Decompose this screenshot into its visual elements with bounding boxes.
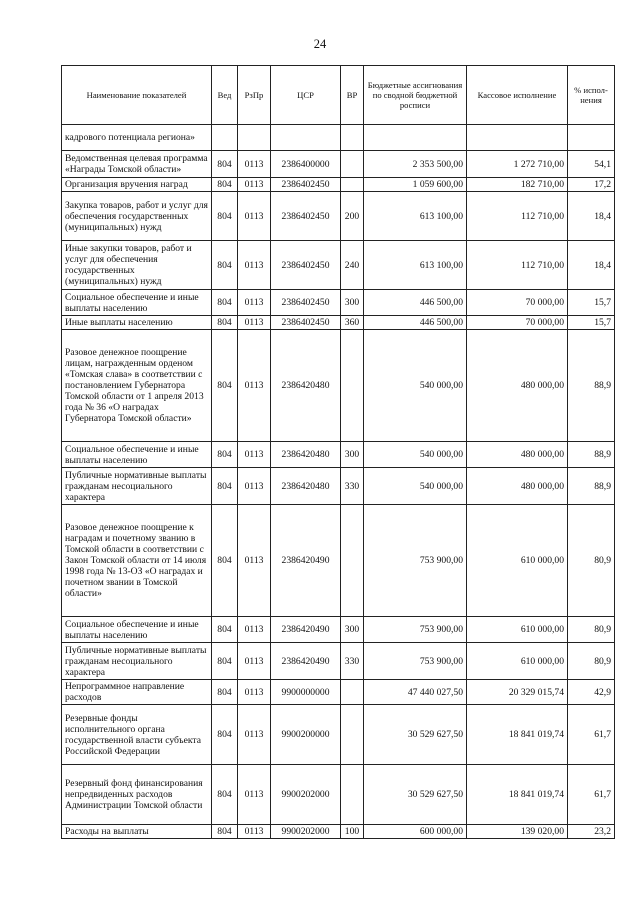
table-row (62, 241, 615, 290)
table-row (62, 468, 615, 505)
table-row (62, 151, 615, 178)
row-name: Социальное обеспечение и иные выплаты населению (62, 290, 212, 316)
row-plan: 613 100,00 (364, 241, 467, 290)
header-ved: Вед (212, 66, 238, 125)
row-plan: 540 000,00 (364, 468, 467, 505)
row-plan: 613 100,00 (364, 192, 467, 241)
row-fact: 20 329 015,74 (467, 680, 568, 705)
table-row (62, 290, 615, 316)
row-pct: 18,4 (568, 241, 615, 290)
row-plan: 753 900,00 (364, 643, 467, 680)
row-plan: 446 500,00 (364, 290, 467, 316)
row-plan: 753 900,00 (364, 505, 467, 617)
row-fact: 480 000,00 (467, 330, 568, 442)
row-ved: 804 (212, 705, 238, 765)
row-ved: 804 (212, 617, 238, 643)
row-vr: 330 (341, 468, 364, 505)
row-plan: 753 900,00 (364, 617, 467, 643)
row-name: кадрового потенциала региона» (62, 125, 212, 151)
row-name: Публичные нормативные выплаты гражданам несоциального характера (62, 643, 212, 680)
row-name: Разовое денежное поощрение к наградам и почетному званию в Томской области в соответствии с Закон Томской области от 14 июля 1998 года № 13-ОЗ «О наградах и почетном звании в Томской области» (62, 505, 212, 617)
row-rzpr: 0113 (238, 192, 271, 241)
row-csr: 2386402450 (271, 316, 341, 330)
row-csr: 2386402450 (271, 192, 341, 241)
row-rzpr: 0113 (238, 505, 271, 617)
row-csr: 2386420480 (271, 330, 341, 442)
row-name: Разовое денежное поощрение лицам, награжденным орденом «Томская слава» в соответствии с постановлением Губернатора Томской области от 1 апреля 2013 года № 36 «О наградах Губернатора Томской области» (62, 330, 212, 442)
row-ved: 804 (212, 468, 238, 505)
row-pct: 88,9 (568, 330, 615, 442)
row-vr (341, 125, 364, 151)
row-rzpr: 0113 (238, 316, 271, 330)
row-plan: 540 000,00 (364, 330, 467, 442)
table-row (62, 192, 615, 241)
row-fact: 18 841 019,74 (467, 705, 568, 765)
row-vr (341, 705, 364, 765)
table-row (62, 316, 615, 330)
row-name: Организация вручения наград (62, 178, 212, 192)
row-pct: 15,7 (568, 316, 615, 330)
row-vr (341, 151, 364, 178)
row-csr: 2386420480 (271, 468, 341, 505)
row-csr: 9900200000 (271, 705, 341, 765)
row-fact: 70 000,00 (467, 316, 568, 330)
row-rzpr: 0113 (238, 468, 271, 505)
table-body (62, 125, 615, 839)
row-rzpr (238, 125, 271, 151)
table-row (62, 505, 615, 617)
row-ved: 804 (212, 290, 238, 316)
row-csr: 2386402450 (271, 290, 341, 316)
row-plan: 600 000,00 (364, 825, 467, 839)
row-rzpr: 0113 (238, 290, 271, 316)
row-rzpr: 0113 (238, 178, 271, 192)
row-ved: 804 (212, 505, 238, 617)
row-csr: 2386420490 (271, 505, 341, 617)
table-row (62, 125, 615, 151)
row-rzpr: 0113 (238, 643, 271, 680)
row-fact: 610 000,00 (467, 505, 568, 617)
page-number: 24 (313, 37, 327, 51)
table-row (62, 178, 615, 192)
row-name: Публичные нормативные выплаты гражданам несоциального характера (62, 468, 212, 505)
row-name: Резервные фонды исполнительного органа государственной власти субъекта Российской Федерации (62, 705, 212, 765)
row-fact: 112 710,00 (467, 192, 568, 241)
row-csr: 9900202000 (271, 765, 341, 825)
row-vr: 300 (341, 617, 364, 643)
table-row (62, 643, 615, 680)
row-ved: 804 (212, 151, 238, 178)
row-pct: 54,1 (568, 151, 615, 178)
row-ved (212, 125, 238, 151)
table-row (62, 680, 615, 705)
row-csr: 2386402450 (271, 178, 341, 192)
row-pct: 23,2 (568, 825, 615, 839)
row-vr (341, 330, 364, 442)
row-plan (364, 125, 467, 151)
row-pct: 88,9 (568, 442, 615, 468)
row-name: Резервный фонд финансирования непредвиденных расходов Администрации Томской области (62, 765, 212, 825)
row-fact (467, 125, 568, 151)
row-fact: 182 710,00 (467, 178, 568, 192)
row-fact: 1 272 710,00 (467, 151, 568, 178)
row-rzpr: 0113 (238, 617, 271, 643)
row-csr: 9900202000 (271, 825, 341, 839)
row-ved: 804 (212, 178, 238, 192)
row-name: Социальное обеспечение и иные выплаты населению (62, 442, 212, 468)
row-pct (568, 125, 615, 151)
row-pct: 80,9 (568, 617, 615, 643)
row-pct: 18,4 (568, 192, 615, 241)
row-rzpr: 0113 (238, 241, 271, 290)
row-ved: 804 (212, 192, 238, 241)
row-vr (341, 680, 364, 705)
row-fact: 610 000,00 (467, 617, 568, 643)
row-pct: 61,7 (568, 705, 615, 765)
row-name: Иные выплаты населению (62, 316, 212, 330)
table-row (62, 330, 615, 442)
row-vr: 330 (341, 643, 364, 680)
table-row (62, 442, 615, 468)
header-pct: % испол-нения (568, 66, 615, 125)
row-ved: 804 (212, 241, 238, 290)
row-name: Расходы на выплаты (62, 825, 212, 839)
header-vr: ВР (341, 66, 364, 125)
row-csr: 9900000000 (271, 680, 341, 705)
row-name: Социальное обеспечение и иные выплаты населению (62, 617, 212, 643)
table-row (62, 617, 615, 643)
row-name: Ведомственная целевая программа «Награды Томской области» (62, 151, 212, 178)
row-pct: 80,9 (568, 505, 615, 617)
table-header-row (62, 66, 615, 125)
row-pct: 42,9 (568, 680, 615, 705)
row-vr: 240 (341, 241, 364, 290)
row-csr: 2386420480 (271, 442, 341, 468)
row-plan: 47 440 027,50 (364, 680, 467, 705)
row-rzpr: 0113 (238, 680, 271, 705)
row-csr (271, 125, 341, 151)
row-fact: 480 000,00 (467, 442, 568, 468)
table-row (62, 765, 615, 825)
row-vr (341, 765, 364, 825)
row-pct: 61,7 (568, 765, 615, 825)
table-row (62, 825, 615, 839)
row-ved: 804 (212, 643, 238, 680)
row-rzpr: 0113 (238, 825, 271, 839)
header-name: Наименование показателей (62, 66, 212, 125)
row-fact: 70 000,00 (467, 290, 568, 316)
row-vr: 300 (341, 442, 364, 468)
header-fact: Кассовое исполнение (467, 66, 568, 125)
row-fact: 18 841 019,74 (467, 765, 568, 825)
row-vr (341, 505, 364, 617)
row-ved: 804 (212, 765, 238, 825)
row-name: Закупка товаров, работ и услуг для обеспечения государственных (муниципальных) нужд (62, 192, 212, 241)
header-plan: Бюджетные ассигнования по сводной бюджетной росписи (364, 66, 467, 125)
row-vr: 300 (341, 290, 364, 316)
header-rzpr: РзПр (238, 66, 271, 125)
row-rzpr: 0113 (238, 705, 271, 765)
row-fact: 610 000,00 (467, 643, 568, 680)
row-fact: 112 710,00 (467, 241, 568, 290)
row-ved: 804 (212, 680, 238, 705)
row-fact: 139 020,00 (467, 825, 568, 839)
row-rzpr: 0113 (238, 330, 271, 442)
row-plan: 446 500,00 (364, 316, 467, 330)
row-fact: 480 000,00 (467, 468, 568, 505)
row-vr: 200 (341, 192, 364, 241)
row-pct: 88,9 (568, 468, 615, 505)
row-vr (341, 178, 364, 192)
row-plan: 30 529 627,50 (364, 765, 467, 825)
row-pct: 15,7 (568, 290, 615, 316)
row-csr: 2386400000 (271, 151, 341, 178)
row-plan: 2 353 500,00 (364, 151, 467, 178)
row-csr: 2386420490 (271, 617, 341, 643)
row-csr: 2386402450 (271, 241, 341, 290)
row-vr: 100 (341, 825, 364, 839)
row-plan: 1 059 600,00 (364, 178, 467, 192)
table-row (62, 705, 615, 765)
row-ved: 804 (212, 442, 238, 468)
row-plan: 540 000,00 (364, 442, 467, 468)
header-csr: ЦСР (271, 66, 341, 125)
row-name: Иные закупки товаров, работ и услуг для обеспечения государственных (муниципальных) нужд (62, 241, 212, 290)
row-pct: 80,9 (568, 643, 615, 680)
row-rzpr: 0113 (238, 765, 271, 825)
budget-table (61, 65, 615, 839)
row-vr: 360 (341, 316, 364, 330)
row-rzpr: 0113 (238, 151, 271, 178)
row-csr: 2386420490 (271, 643, 341, 680)
row-plan: 30 529 627,50 (364, 705, 467, 765)
row-ved: 804 (212, 316, 238, 330)
row-ved: 804 (212, 330, 238, 442)
row-pct: 17,2 (568, 178, 615, 192)
row-name: Непрограммное направление расходов (62, 680, 212, 705)
row-ved: 804 (212, 825, 238, 839)
row-rzpr: 0113 (238, 442, 271, 468)
